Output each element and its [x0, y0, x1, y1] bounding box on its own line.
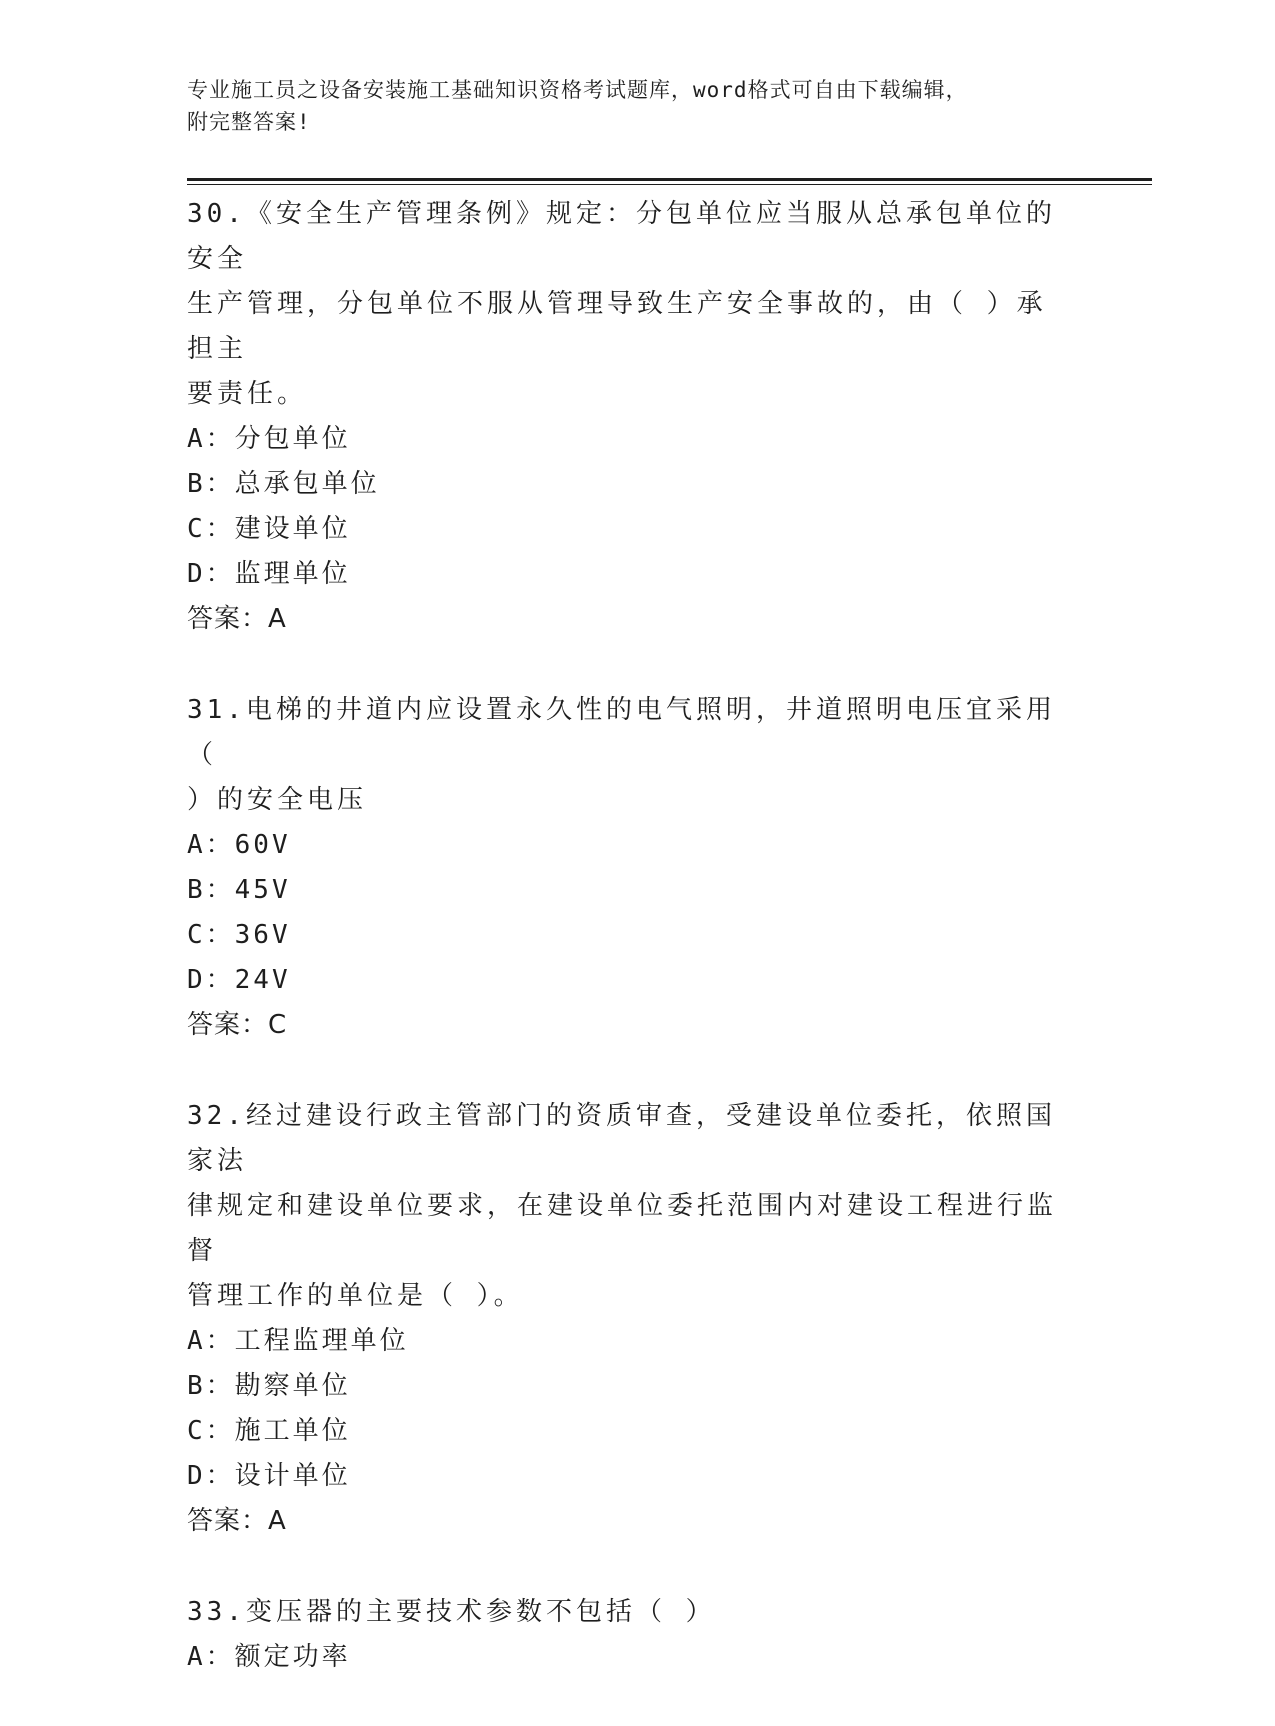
question-30 [187, 192, 1067, 642]
question-list [187, 192, 1067, 1726]
question-31-option-b: B：45V [187, 875, 291, 905]
header-divider-thick [187, 178, 1152, 181]
question-31 [187, 688, 1067, 1048]
question-31-option-a: A：60V [187, 830, 291, 860]
header-line-1: 专业施工员之设备安装施工基础知识资格考试题库，word格式可自由下载编辑， [187, 78, 968, 102]
question-31-line-2: ）的安全电压 [187, 785, 368, 815]
question-32-option-d: D：设计单位 [187, 1461, 351, 1491]
question-32-line-3: 管理工作的单位是（ ）。 [187, 1281, 524, 1311]
question-32-line-1: 32.经过建设行政主管部门的资质审查，受建设单位委托，依照国家法 [187, 1101, 1056, 1176]
question-30-option-a: A：分包单位 [187, 424, 351, 454]
question-30-option-d: D：监理单位 [187, 559, 351, 589]
question-33 [187, 1590, 1067, 1680]
question-31-line-1: 31.电梯的井道内应设置永久性的电气照明，井道照明电压宜采用（ [187, 695, 1056, 770]
question-32-option-a: A：工程监理单位 [187, 1326, 409, 1356]
document-header [187, 74, 1067, 138]
question-32-answer: 答案：A [187, 1506, 287, 1536]
header-line-2: 附完整答案! [187, 110, 311, 134]
question-32 [187, 1094, 1067, 1544]
question-30-option-b: B：总承包单位 [187, 469, 380, 499]
question-33-option-a: A：额定功率 [187, 1642, 351, 1672]
question-30-line-3: 要责任。 [187, 379, 308, 409]
question-32-option-b: B：勘察单位 [187, 1371, 351, 1401]
question-30-option-c: C：建设单位 [187, 514, 351, 544]
question-32-line-2: 律规定和建设单位要求，在建设单位委托范围内对建设工程进行监督 [187, 1191, 1058, 1266]
question-31-option-d: D：24V [187, 965, 291, 995]
question-31-option-c: C：36V [187, 920, 291, 950]
question-30-line-1: 30.《安全生产管理条例》规定：分包单位应当服从总承包单位的安全 [187, 199, 1056, 274]
header-divider-thin [187, 184, 1152, 185]
question-32-option-c: C：施工单位 [187, 1416, 351, 1446]
question-31-answer: 答案：C [187, 1010, 288, 1040]
question-30-answer: 答案：A [187, 604, 287, 634]
question-30-line-2: 生产管理，分包单位不服从管理导致生产安全事故的，由（ ）承担主 [187, 289, 1047, 364]
question-33-line-1: 33.变压器的主要技术参数不包括（ ） [187, 1597, 716, 1627]
